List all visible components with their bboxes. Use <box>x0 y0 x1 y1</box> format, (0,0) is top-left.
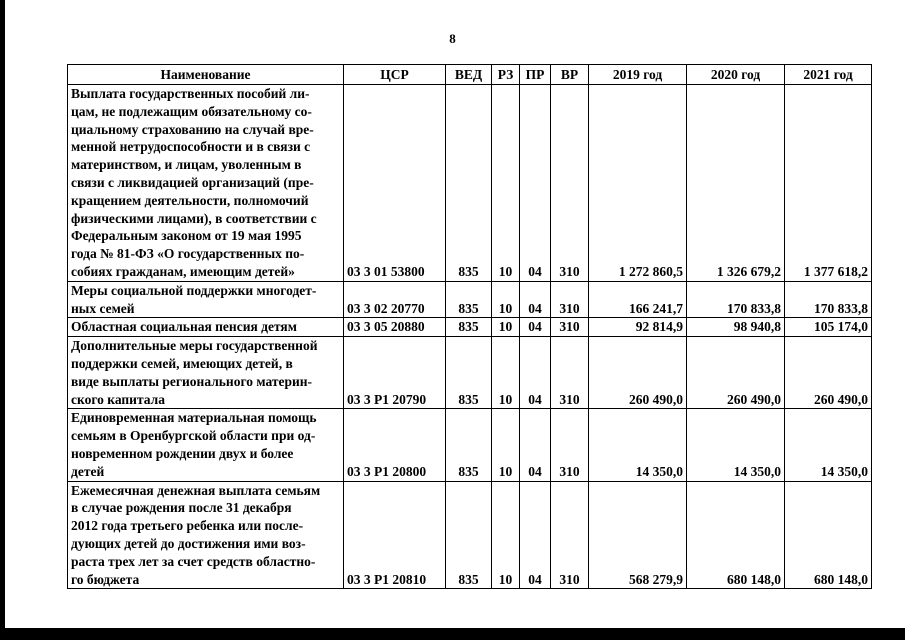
scan-edge-bottom <box>0 628 905 640</box>
row-name: Областная социальная пенсия детям <box>68 318 344 337</box>
row-vr: 310 <box>551 281 589 318</box>
row-rz: 10 <box>492 281 520 318</box>
table-row <box>68 85 872 282</box>
row-ved: 835 <box>446 337 492 409</box>
row-csr: 03 3 P1 20790 <box>344 337 446 409</box>
row-csr: 03 3 02 20770 <box>344 281 446 318</box>
row-2020: 260 490,0 <box>687 337 785 409</box>
header-rz: РЗ <box>492 65 520 85</box>
row-vr: 310 <box>551 481 589 589</box>
row-ved: 835 <box>446 409 492 481</box>
row-2021: 680 148,0 <box>785 481 872 589</box>
row-2021: 14 350,0 <box>785 409 872 481</box>
row-name: Дополнительные меры государственной поддержки семей, имеющих детей, в виде выплаты регионального материн- ского капитала <box>68 337 344 409</box>
row-2020: 1 326 679,2 <box>687 85 785 282</box>
row-name: Меры социальной поддержки многодет- ных семей <box>68 281 344 318</box>
row-2020: 680 148,0 <box>687 481 785 589</box>
row-csr: 03 3 01 53800 <box>344 85 446 282</box>
row-vr: 310 <box>551 409 589 481</box>
table-row <box>68 337 872 409</box>
header-csr: ЦСР <box>344 65 446 85</box>
header-2020: 2020 год <box>687 65 785 85</box>
row-ved: 835 <box>446 85 492 282</box>
row-pr: 04 <box>520 85 551 282</box>
row-ved: 835 <box>446 281 492 318</box>
header-pr: ПР <box>520 65 551 85</box>
row-name: Единовременная материальная помощь семьям в Оренбургской области при од- новременном рождении двух и более детей <box>68 409 344 481</box>
row-2020: 98 940,8 <box>687 318 785 337</box>
row-ved: 835 <box>446 318 492 337</box>
row-2019: 1 272 860,5 <box>589 85 687 282</box>
row-vr: 310 <box>551 337 589 409</box>
row-pr: 04 <box>520 337 551 409</box>
row-vr: 310 <box>551 85 589 282</box>
budget-table <box>67 64 872 589</box>
row-pr: 04 <box>520 281 551 318</box>
table-row <box>68 409 872 481</box>
header-vr: ВР <box>551 65 589 85</box>
row-pr: 04 <box>520 409 551 481</box>
row-rz: 10 <box>492 318 520 337</box>
table-row <box>68 481 872 589</box>
row-rz: 10 <box>492 85 520 282</box>
row-pr: 04 <box>520 318 551 337</box>
row-2019: 568 279,9 <box>589 481 687 589</box>
row-csr: 03 3 P1 20810 <box>344 481 446 589</box>
row-rz: 10 <box>492 337 520 409</box>
row-2020: 170 833,8 <box>687 281 785 318</box>
row-name: Ежемесячная денежная выплата семьям в случае рождения после 31 декабря 2012 года третьего ребенка или после- дующих детей до достижения ими воз- раста трех лет за счет средств областно- го бюджета <box>68 481 344 589</box>
row-pr: 04 <box>520 481 551 589</box>
table-header-row <box>68 65 872 85</box>
row-2019: 260 490,0 <box>589 337 687 409</box>
row-2021: 260 490,0 <box>785 337 872 409</box>
row-csr: 03 3 05 20880 <box>344 318 446 337</box>
row-rz: 10 <box>492 481 520 589</box>
header-2021: 2021 год <box>785 65 872 85</box>
row-2019: 14 350,0 <box>589 409 687 481</box>
row-2019: 166 241,7 <box>589 281 687 318</box>
scan-edge-left <box>0 0 5 640</box>
table-row <box>68 318 872 337</box>
header-name: Наименование <box>68 65 344 85</box>
row-csr: 03 3 P1 20800 <box>344 409 446 481</box>
header-2019: 2019 год <box>589 65 687 85</box>
row-2019: 92 814,9 <box>589 318 687 337</box>
row-2020: 14 350,0 <box>687 409 785 481</box>
table-row <box>68 281 872 318</box>
row-2021: 170 833,8 <box>785 281 872 318</box>
header-ved: ВЕД <box>446 65 492 85</box>
row-rz: 10 <box>492 409 520 481</box>
page-number: 8 <box>449 31 456 46</box>
row-2021: 1 377 618,2 <box>785 85 872 282</box>
row-name: Выплата государственных пособий ли- цам, не подлежащим обязательному со- циальному страхованию на случай вре- менной нетрудоспособности и в связи с материнством, и лицам, уволенным в связи с ликвидацией организаций (пре- кращением деятельности, полномочий физическими лицами), в соответствии с Федеральным законом от 19 мая 1995 года № 81-ФЗ «О государственных по- собиях гражданам, имеющим детей» <box>68 85 344 282</box>
row-ved: 835 <box>446 481 492 589</box>
row-vr: 310 <box>551 318 589 337</box>
row-2021: 105 174,0 <box>785 318 872 337</box>
